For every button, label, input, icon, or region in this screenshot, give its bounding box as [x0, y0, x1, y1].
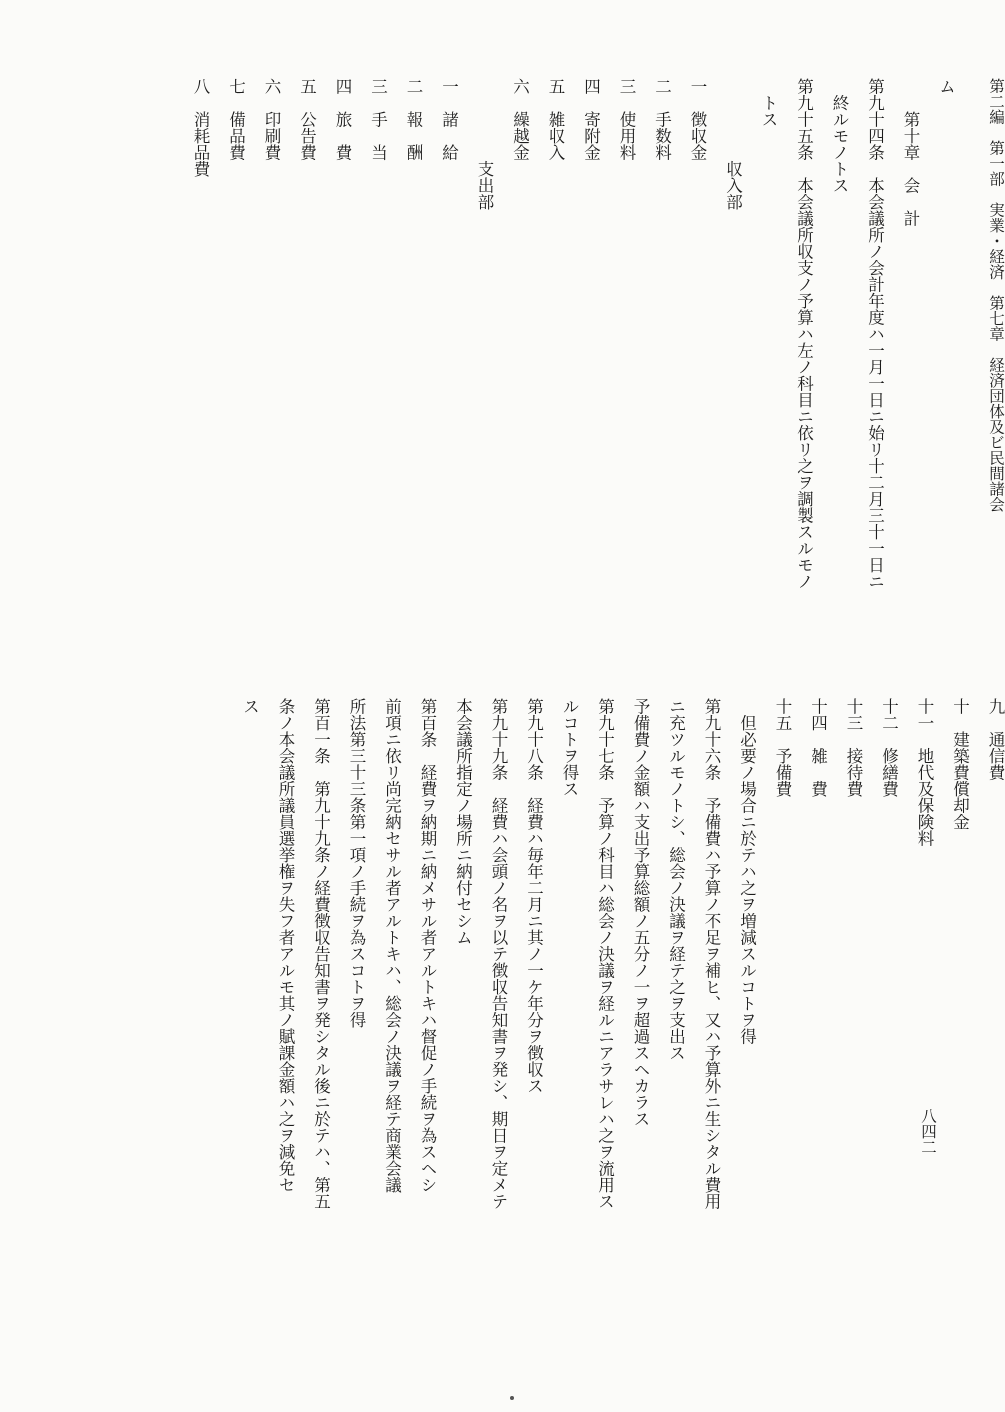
text-column: 第百条 経費ヲ納期ニ納メサル者アルトキハ督促ノ手続ヲ為スヘシ	[418, 698, 437, 1193]
list-item: 十一 地代及保険料	[915, 698, 934, 847]
text-column: ス	[240, 698, 260, 715]
text-column: 第九十六条 予備費ハ予算ノ不足ヲ補ヒ、又ハ予算外ニ生シタル費用	[702, 698, 721, 1210]
list-item: 十三 接待費	[844, 698, 863, 797]
text-column: トス	[759, 78, 778, 128]
list-item: 一 諸 給	[439, 78, 459, 161]
text-column: ルコトヲ得ス	[560, 698, 579, 797]
list-item: 四 寄附金	[581, 78, 601, 161]
text-column: ム	[936, 78, 956, 95]
list-item: 四 旅 費	[333, 78, 352, 161]
text-column: 予備費ノ金額ハ支出予算総額ノ五分ノ一ヲ超過スヘカラス	[631, 698, 650, 1127]
text-column: 但必要ノ場合ニ於テハ之ヲ増減スルコトヲ得	[737, 698, 757, 1045]
list-item: 九 通信費	[986, 698, 1005, 781]
list-item: 三 使用料	[617, 78, 636, 161]
section-heading: 支出部	[475, 78, 494, 210]
list-item: 五 公告費	[297, 78, 317, 161]
list-item: 十二 修繕費	[879, 698, 899, 797]
text-column: 第九十九条 経費ハ会頭ノ名ヲ以テ徴収告知書ヲ発シ、期日ヲ定メテ	[489, 698, 508, 1210]
text-column: 第九十七条 予算ノ科目ハ総会ノ決議ヲ経ルニアラサレハ之ヲ流用ス	[595, 698, 615, 1210]
text-column: 第九十八条 経費ハ毎年二月ニ其ノ一ケ年分ヲ徴収ス	[524, 698, 544, 1094]
upper-text-block	[33, 78, 1003, 648]
list-item: 十五 予備費	[773, 698, 792, 797]
section-heading: 収入部	[723, 78, 743, 210]
list-item: 六 印刷費	[262, 78, 281, 161]
page-number: 八四二	[919, 1108, 937, 1155]
list-item: 八 消耗品費	[191, 78, 210, 177]
text-column: 条ノ本会議所議員選挙権ヲ失フ者アルモ其ノ賦課金額ハ之ヲ減免セ	[276, 698, 295, 1193]
text-column: 本会議所指定ノ場所ニ納付セシム	[453, 698, 473, 946]
list-item: 三 手 当	[368, 78, 388, 161]
text-column: 所法第三十三条第一項ノ手続ヲ為スコトヲ得	[347, 698, 366, 1028]
list-item: 二 報 酬	[404, 78, 423, 161]
text-column: ニ充ツルモノトシ、総会ノ決議ヲ経テ之ヲ支出ス	[666, 698, 686, 1061]
text-column: 第九十五条 本会議所収支ノ予算ハ左ノ科目ニ依リ之ヲ調製スルモノ	[794, 78, 814, 590]
text-column: 終ルモノトス	[830, 78, 849, 194]
text-column: 第百一条 第九十九条ノ経費徴収告知書ヲ発シタル後ニ於テハ、第五	[311, 698, 331, 1210]
running-head: 第二編 第一部 実業・経済 第七章 経済団体及ビ民間諸会	[987, 78, 1005, 512]
list-item: 一 徴収金	[688, 78, 707, 161]
text-column: 第九十四条 本会議所ノ会計年度ハ一月一日ニ始リ十二月三十一日ニ	[865, 78, 885, 590]
lower-text-block	[83, 698, 1003, 1338]
scan-speck	[510, 1396, 514, 1400]
list-item: 十四 雑 費	[808, 698, 828, 797]
list-item: 十 建築費償却金	[950, 698, 970, 830]
text-column: 前項ニ依リ尚完納セサル者アルトキハ、総会ノ決議ヲ経テ商業会議	[382, 698, 402, 1193]
list-item: 七 備品費	[226, 78, 246, 161]
list-item: 六 繰越金	[510, 78, 530, 161]
chapter-heading: 第十章 会 計	[901, 78, 920, 227]
list-item: 五 雑収入	[546, 78, 565, 161]
list-item: 二 手数料	[652, 78, 672, 161]
